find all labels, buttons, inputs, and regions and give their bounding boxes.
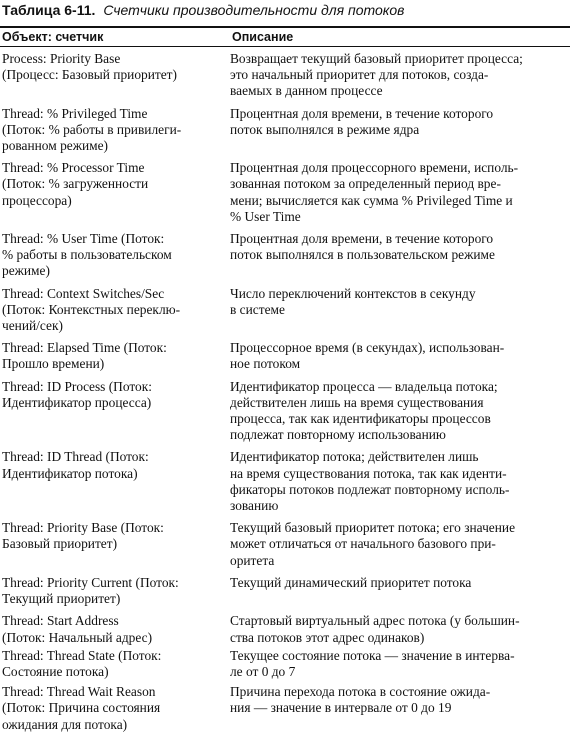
counter-cell: Thread: Start Address (Поток: Начальный адрес) [2,613,153,645]
table-row [0,684,570,733]
description-cell: Процессорное время (в секундах), использован- ное потоком [230,340,505,372]
counter-cell: Thread: % Processor Time (Поток: % загруженности процессора) [2,160,149,208]
counter-cell: Thread: Elapsed Time (Поток: Прошло времени) [2,340,167,372]
description-cell: Процентная доля времени, в течение которого поток выполнялся в режиме ядра [230,105,494,137]
table-caption [2,2,405,20]
table-row [0,340,570,372]
table-row [0,160,570,225]
description-cell: Идентификатор потока; действителен лишь на время существования потока, так как иденти- фикаторы потоков подлежат повторному исполь- зованию [230,449,510,514]
counter-cell: Thread: % User Time (Поток: % работы в пользовательском режиме) [2,231,172,279]
counter-cell: Process: Priority Base (Процесс: Базовый приоритет) [2,51,177,83]
counter-cell: Thread: ID Thread (Поток: Идентификатор потока) [2,449,149,481]
description-cell: Процентная доля процессорного времени, исполь- зованная потоком за определенный период вре- мени; вычисляется как сумма % Privileged Time и % User Time [230,160,519,224]
counter-cell: Thread: ID Process (Поток: Идентификатор процесса) [2,378,152,410]
table-row [0,106,570,155]
description-cell: Число переключений контекстов в секунду в системе [230,285,476,317]
header-counter: Объект: счетчик [2,30,104,44]
table-row [0,648,570,680]
table-row [0,520,570,569]
counter-cell: Thread: Thread State (Поток: Состояние потока) [2,647,162,679]
table-row [0,613,570,645]
table-row [0,575,570,607]
table-number: Таблица 6-11. [2,2,96,18]
table-row [0,379,570,444]
description-cell: Текущий базовый приоритет потока; его значение может отличаться от начального базового при- оритета [230,520,516,568]
header-description: Описание [232,30,294,44]
description-cell: Идентификатор процесса — владельца потока; действителен лишь на время существования процесса, так как идентификаторы процессов подлежат повторному использованию [230,378,498,443]
description-cell: Возвращает текущий базовый приоритет процесса; это начальный приоритет для потоков, созда- ваемых в данном процессе [230,51,523,99]
description-cell: Текущий динамический приоритет потока [230,574,472,590]
description-cell: Причина перехода потока в состояние ожида- ния — значение в интервале от 0 до 19 [230,684,491,716]
counter-cell: Thread: Context Switches/Sec (Поток: Контекстных переклю- чений/сек) [2,285,181,334]
table-row [0,449,570,514]
counter-cell: Thread: Priority Base (Поток: Базовый приоритет) [2,520,164,552]
counter-cell: Thread: Priority Current (Поток: Текущий приоритет) [2,574,179,607]
counter-cell: Thread: Thread Wait Reason (Поток: Причина состояния ожидания для потока) [2,684,161,732]
counters-table [0,26,570,733]
table-title: Счетчики производительности для потоков [103,2,405,18]
table-row [0,231,570,280]
description-cell: Процентная доля времени, в течение которого поток выполнялся в пользовательском режиме [230,231,495,263]
table-row [0,51,570,100]
description-cell: Текущее состояние потока — значение в интерва- ле от 0 до 7 [230,647,515,679]
description-cell: Стартовый виртуальный адрес потока (у большин- ства потоков этот адрес одинаков) [230,613,520,645]
table-header [0,28,570,47]
counter-cell: Thread: % Privileged Time (Поток: % работы в привилеги- рованном режиме) [2,105,182,154]
table-row [0,286,570,335]
